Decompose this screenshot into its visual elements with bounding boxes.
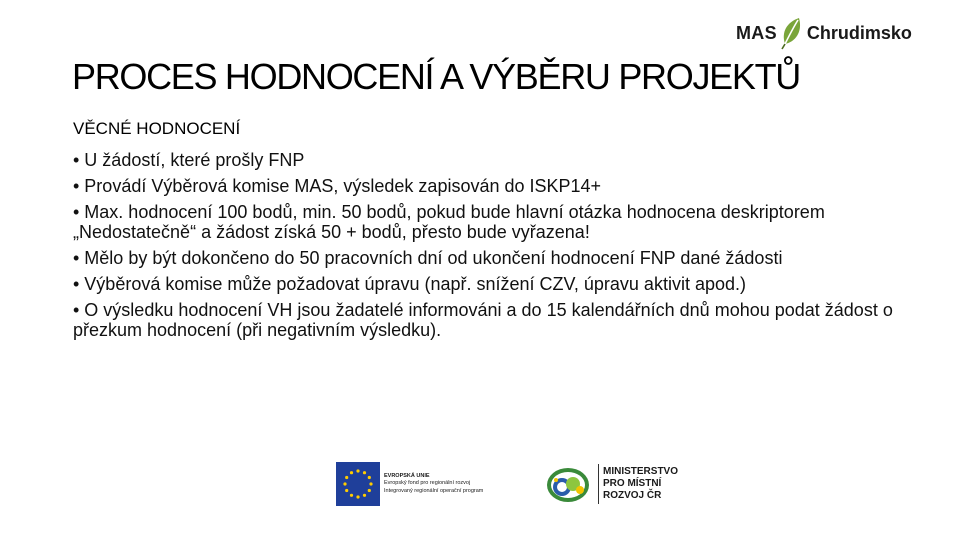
mmr-divider [598, 464, 599, 504]
bullet-item: • Max. hodnocení 100 bodů, min. 50 bodů, pokud bude hlavní otázka hodnocena deskriptorem „Nedostatečně“ a žádost získá 50 + bodů, přesto bude vyřazena! [73, 202, 825, 242]
bullet-list [73, 150, 893, 346]
mmr-line: ROZVOJ ČR [603, 490, 662, 501]
eu-logo [336, 462, 484, 506]
eu-line: Integrovaný regionální operační program [384, 487, 484, 494]
mas-chrudimsko-logo [736, 16, 912, 50]
eu-flag-icon [336, 462, 380, 506]
section-heading: VĚCNÉ HODNOCENÍ [73, 119, 241, 138]
footer-logos [336, 460, 678, 508]
bullet-item: • Výběrová komise může požadovat úpravu (např. snížení CZV, úpravu aktivit apod.) [73, 274, 746, 294]
mmr-logo-text [603, 466, 678, 502]
mmr-logo [546, 460, 678, 508]
eu-line: Evropský fond pro regionální rozvoj [384, 480, 471, 487]
leaf-icon [779, 16, 805, 50]
bullet-item: • O výsledku hodnocení VH jsou žadatelé informováni a do 15 kalendářních dnů mohou podat žádost o přezkum hodnocení (při negativním výsledku). [73, 300, 893, 340]
logo-mas-text: MAS [736, 22, 777, 43]
mmr-emblem-icon [546, 460, 594, 508]
mmr-line: PRO MÍSTNÍ [603, 478, 662, 489]
mmr-line: MINISTERSTVO [603, 466, 679, 477]
logo-chrudimsko-text: Chrudimsko [806, 22, 912, 43]
page-title: PROCES HODNOCENÍ A VÝBĚRU PROJEKTŮ [72, 56, 800, 97]
bullet-item: • Mělo by být dokončeno do 50 pracovních dní od ukončení hodnocení FNP dané žádosti [73, 248, 783, 268]
bullet-item: • Provádí Výběrová komise MAS, výsledek zapisován do ISKP14+ [73, 176, 602, 196]
eu-line: EVROPSKÁ UNIE [384, 472, 430, 479]
bullet-item: • U žádostí, které prošly FNP [73, 150, 305, 170]
eu-logo-text [384, 473, 484, 496]
